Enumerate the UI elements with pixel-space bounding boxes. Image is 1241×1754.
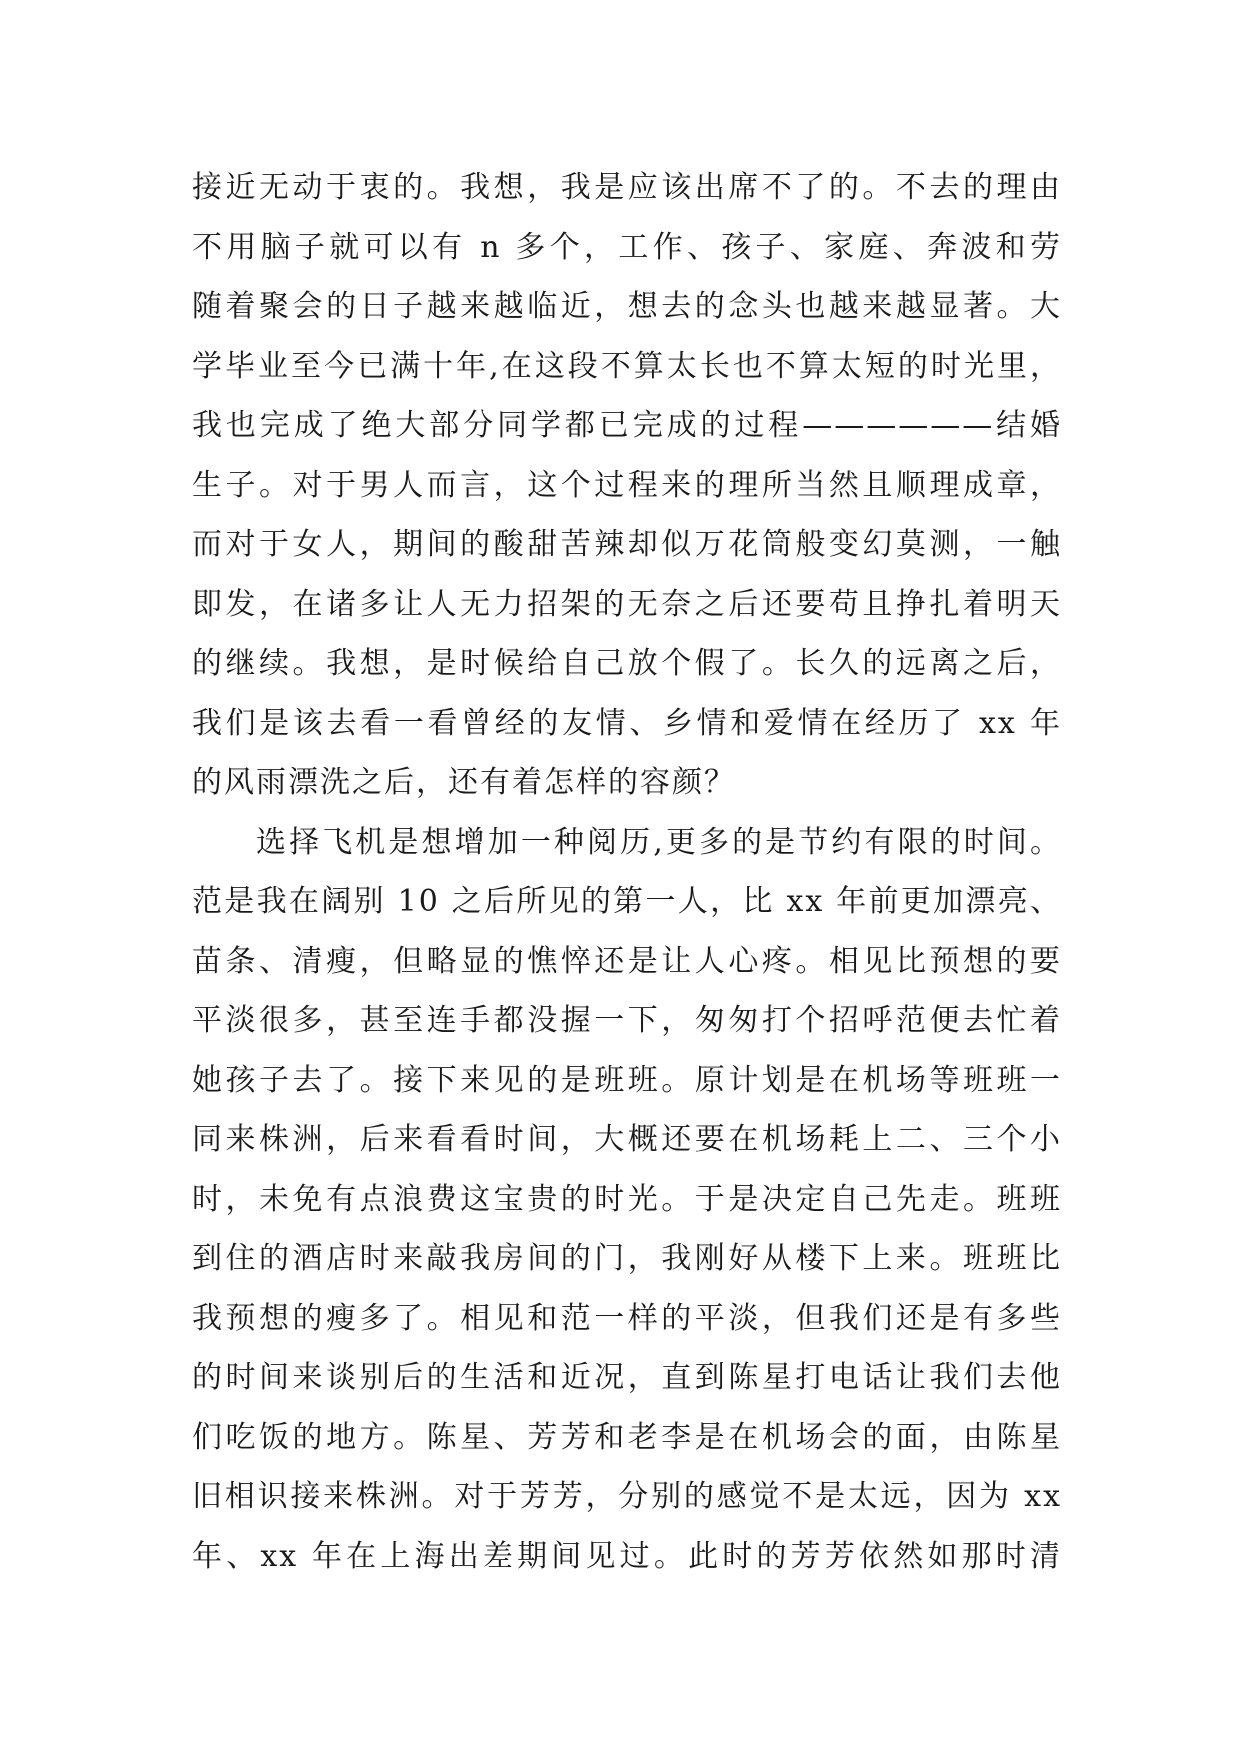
text-line: 旧相识接来株洲。对于芳芳，分别的感觉不是太远，因为 xx [192, 1479, 1062, 1514]
text-line: 我也完成了绝大部分同学都已完成的过程——————结婚 [192, 408, 1062, 443]
text-line: 苗条、清瘦，但略显的憔悴还是让人心疼。相见比预想的要 [192, 943, 1062, 979]
text-line: 我预想的瘦多了。相见和范一样的平淡，但我们还是有多些 [192, 1300, 1062, 1336]
text-line: 随着聚会的日子越来越临近，想去的念头也越来越显著。大 [192, 289, 1062, 324]
paragraph-first-line: 选择飞机是想增加一种阅历,更多的是节约有限的时间。 [256, 824, 1062, 860]
text-line: 学毕业至今已满十年,在这段不算太长也不算太短的时光里， [192, 348, 1062, 384]
text-line: 到住的酒店时来敲我房间的门，我刚好从楼下上来。班班比 [192, 1241, 1062, 1276]
text-line: 接近无动于衷的。我想，我是应该出席不了的。不去的理由 [192, 170, 1062, 205]
text-line: 们吃饭的地方。陈星、芳芳和老李是在机场会的面，由陈星 [192, 1419, 1062, 1455]
text-line: 生子。对于男人而言，这个过程来的理所当然且顺理成章， [192, 467, 1062, 503]
text-line: 范是我在阔别 10 之后所见的第一人，比 xx 年前更加漂亮、 [192, 884, 1062, 919]
text-line: 的风雨漂洗之后，还有着怎样的容颜？ [192, 765, 736, 800]
text-line: 不用脑子就可以有 n 多个，工作、孩子、家庭、奔波和劳 [192, 229, 1062, 265]
body-text [192, 158, 1062, 1586]
text-line: 而对于女人，期间的酸甜苦辣却似万花筒般变幻莫测，一触 [192, 527, 1062, 562]
text-line: 时，未免有点浪费这宝贵的时光。于是决定自己先走。班班 [192, 1181, 1062, 1217]
text-line: 同来株洲，后来看看时间，大概还要在机场耗上二、三个小 [192, 1122, 1062, 1157]
text-line: 她孩子去了。接下来见的是班班。原计划是在机场等班班一 [192, 1062, 1062, 1098]
text-line: 年、xx 年在上海出差期间见过。此时的芳芳依然如那时清 [192, 1538, 1062, 1574]
text-line: 的时间来谈别后的生活和近况，直到陈星打电话让我们去他 [192, 1360, 1062, 1395]
text-line: 的继续。我想，是时候给自己放个假了。长久的远离之后， [192, 646, 1062, 681]
text-line: 我们是该去看一看曾经的友情、乡情和爱情在经历了 xx 年 [192, 705, 1062, 741]
text-line: 即发，在诸多让人无力招架的无奈之后还要苟且挣扎着明天 [192, 586, 1062, 622]
text-line: 平淡很多，甚至连手都没握一下，匆匆打个招呼范便去忙着 [192, 1003, 1062, 1038]
